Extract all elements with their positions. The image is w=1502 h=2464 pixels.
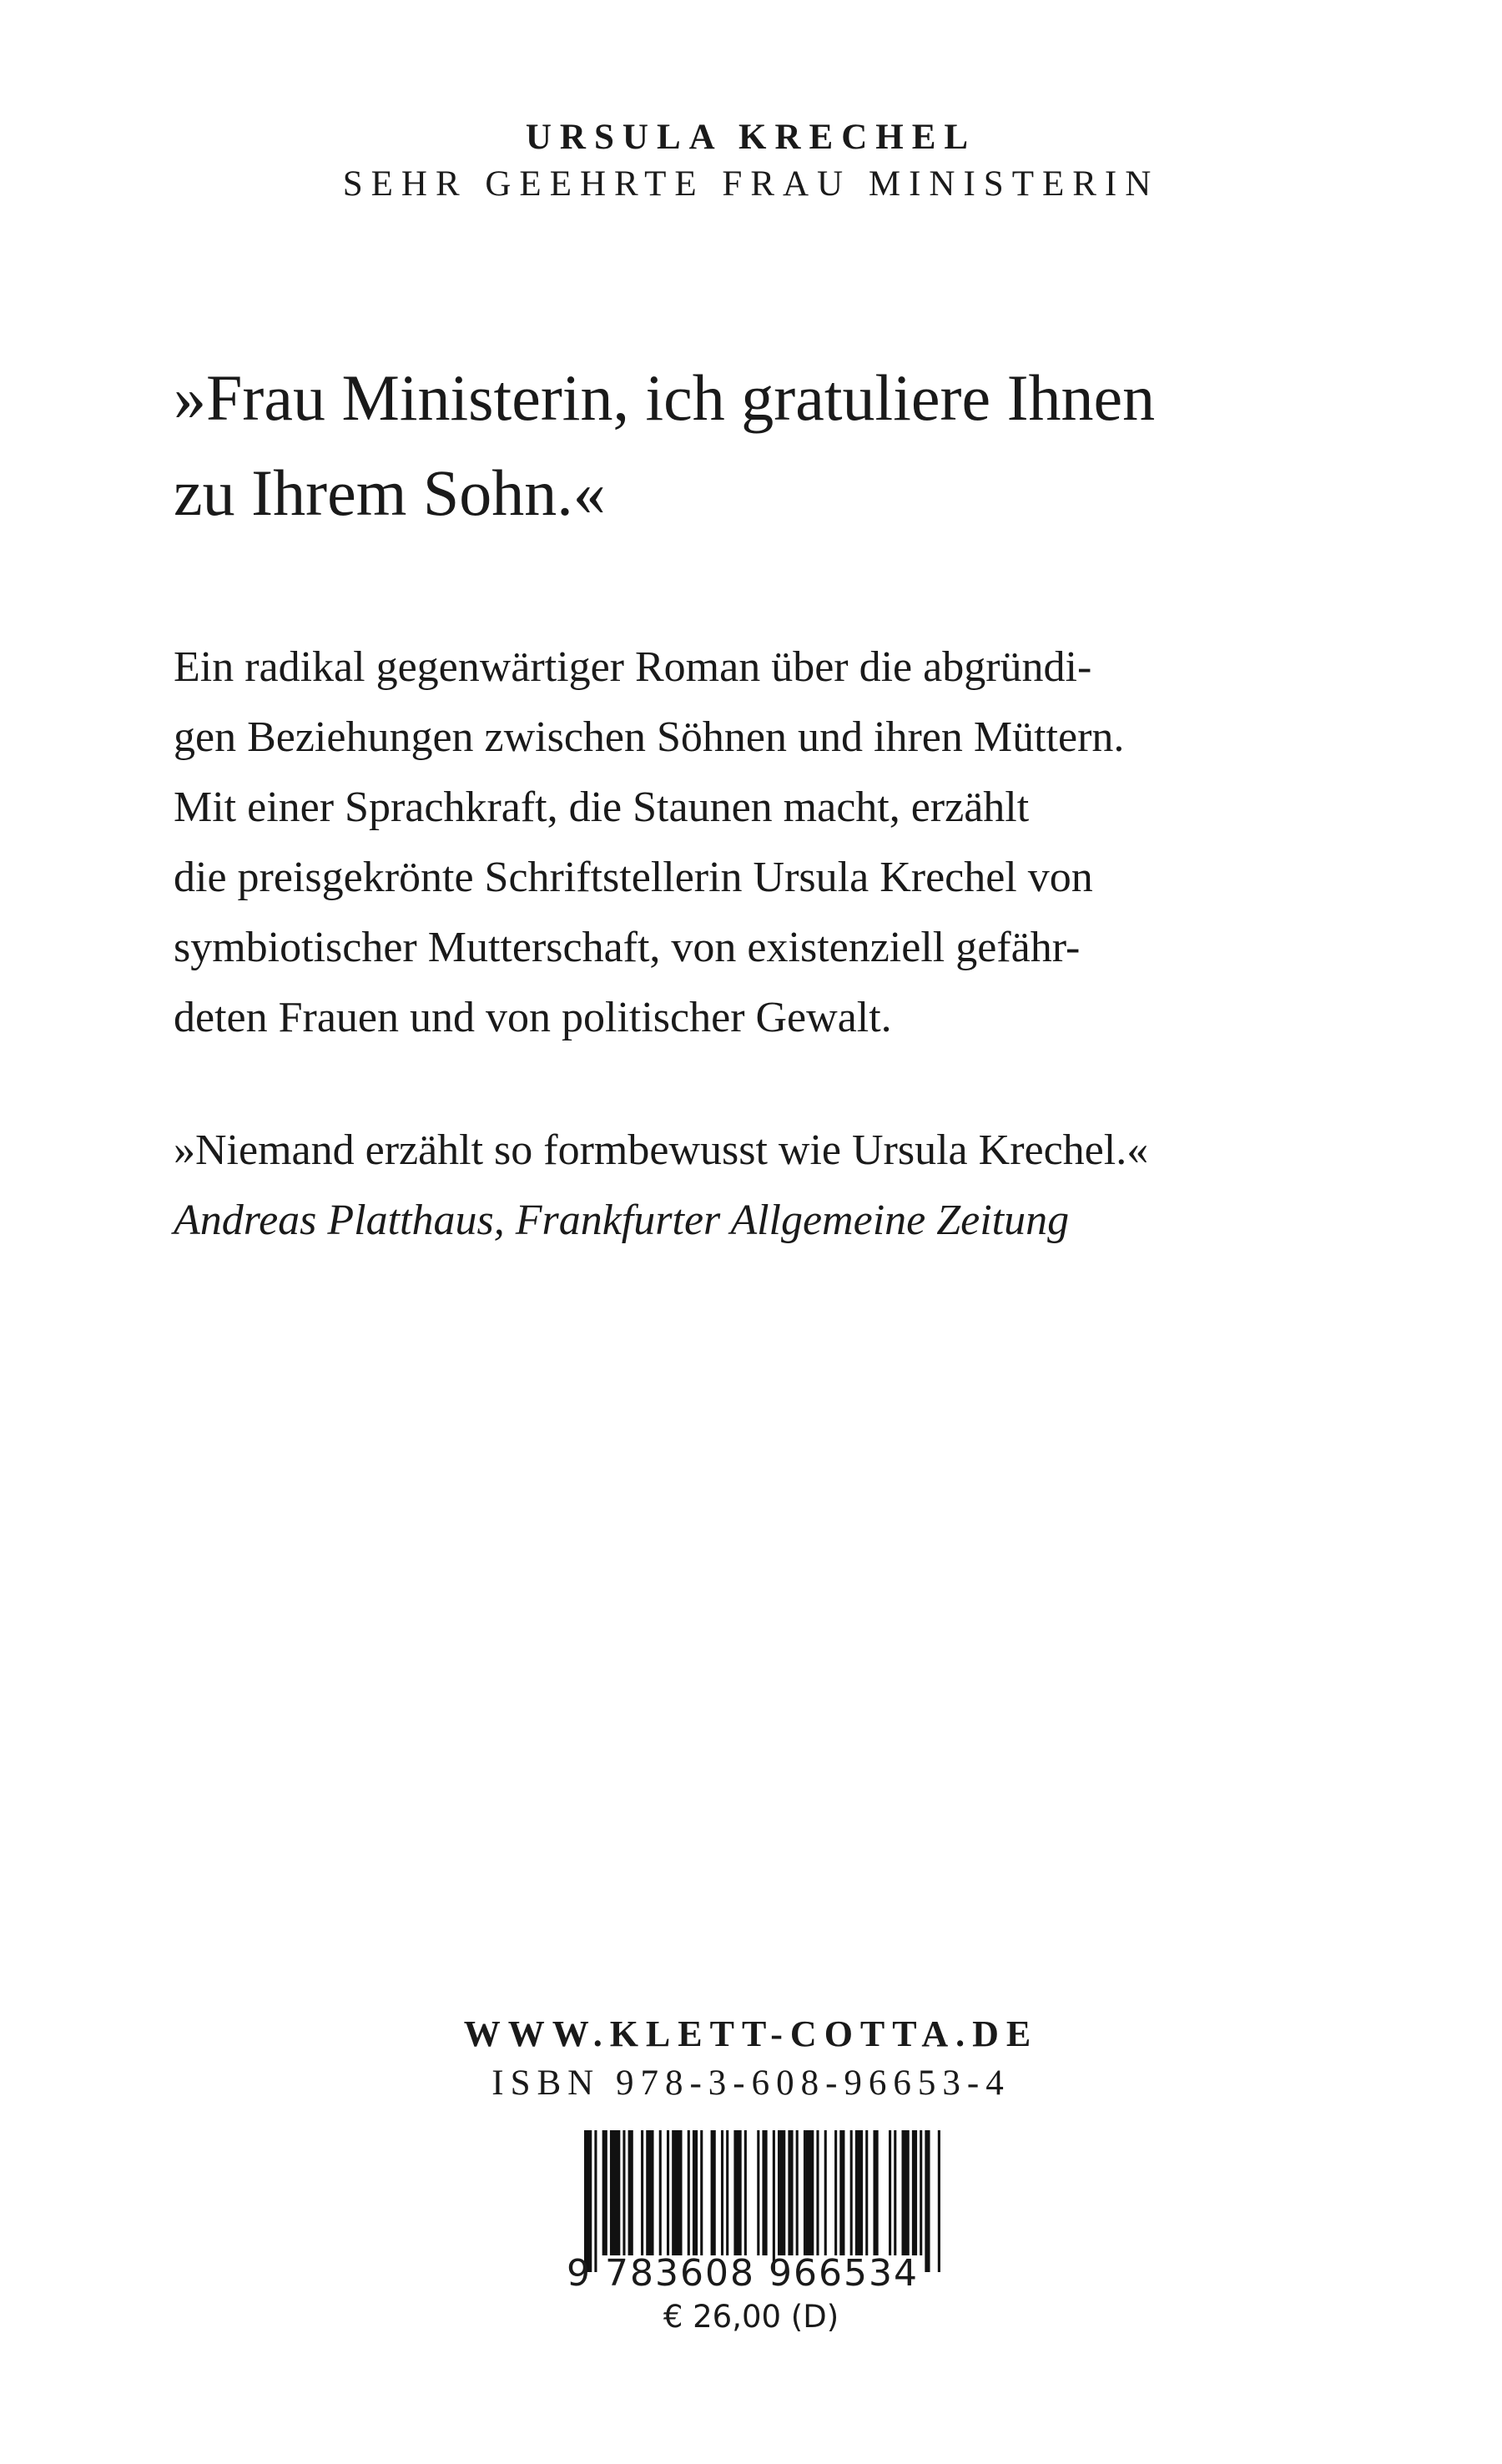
publisher-website: WWW.KLETT-COTTA.DE	[463, 2013, 1039, 2054]
barcode-bar	[688, 2130, 690, 2255]
barcode-bar	[744, 2130, 747, 2255]
barcode-bar	[711, 2130, 716, 2255]
barcode-bar	[693, 2130, 698, 2255]
barcode-bar	[839, 2130, 844, 2255]
headline-line: »Frau Ministerin, ich gratuliere Ihnen	[174, 361, 1156, 434]
barcode-digits: 9 783608 966534	[567, 2252, 919, 2295]
review-source: Andreas Platthaus, Frankfurter Allgemeine Zeitung	[174, 1197, 1070, 1244]
barcode-bar	[816, 2130, 819, 2255]
price-label: € 26,00 (D)	[663, 2299, 839, 2335]
blurb-line: gen Beziehungen zwischen Söhnen und ihren Müttern.	[174, 713, 1125, 761]
barcode-bar	[804, 2130, 814, 2255]
review-quote: »Niemand erzählt so formbewusst wie Ursula Krechel.«	[174, 1126, 1149, 1174]
barcode-bar	[920, 2130, 922, 2255]
barcode-bar	[610, 2130, 620, 2255]
blurb-line: die preisgekrönte Schriftstellerin Ursula Krechel von	[174, 854, 1093, 901]
barcode-bar	[773, 2130, 775, 2272]
barcode-bar	[865, 2130, 868, 2255]
barcode-bar	[938, 2130, 940, 2272]
book-title: SEHR GEEHRTE FRAU MINISTERIN	[342, 164, 1160, 204]
barcode-bar	[850, 2130, 853, 2255]
barcode-bar	[628, 2130, 633, 2255]
barcode-bar	[894, 2130, 896, 2255]
barcode-bar	[584, 2130, 592, 2272]
blurb-line: Ein radikal gegenwärtiger Roman über die abgründi-	[174, 643, 1092, 691]
barcode-bar	[796, 2130, 799, 2255]
blurb-line: deten Frauen und von politischer Gewalt.	[174, 994, 892, 1041]
barcode-bar	[889, 2130, 891, 2255]
barcode-bar	[622, 2130, 625, 2255]
barcode-bar	[873, 2130, 878, 2255]
barcode-bar	[757, 2130, 759, 2255]
headline-line: zu Ihrem Sohn.«	[174, 456, 606, 529]
headline-quote	[174, 350, 1409, 541]
barcode-bar	[646, 2130, 653, 2255]
barcode-bar	[672, 2130, 682, 2255]
blurb-line: symbiotischer Mutterschaft, von existenziell gefähr-	[174, 924, 1081, 971]
barcode-bar	[721, 2130, 723, 2255]
barcode-bar	[659, 2130, 662, 2255]
barcode-bar	[778, 2130, 785, 2255]
barcode-bar	[925, 2130, 930, 2272]
barcode-bar	[912, 2130, 917, 2255]
author-name: URSULA KRECHEL	[525, 118, 977, 157]
barcode-bar	[700, 2130, 703, 2255]
isbn-number: ISBN 978-3-608-96653-4	[491, 2063, 1011, 2103]
barcode-bar	[788, 2130, 793, 2255]
barcode-bar	[602, 2130, 607, 2255]
barcode-bar	[667, 2130, 669, 2255]
barcode-bar	[824, 2130, 827, 2255]
blurb-line: Mit einer Sprachkraft, die Staunen macht, erzählt	[174, 784, 1030, 831]
barcode-bar	[902, 2130, 910, 2255]
barcode-bar	[855, 2130, 863, 2255]
press-review	[174, 1116, 1409, 1256]
barcode-bar	[733, 2130, 741, 2255]
barcode-bar	[762, 2130, 767, 2255]
barcode-bar	[641, 2130, 643, 2255]
barcode-bar	[594, 2130, 597, 2272]
barcode-bar	[834, 2130, 837, 2255]
barcode-image	[584, 2130, 943, 2272]
barcode-bar	[726, 2130, 728, 2255]
blurb-text	[174, 632, 1409, 1053]
